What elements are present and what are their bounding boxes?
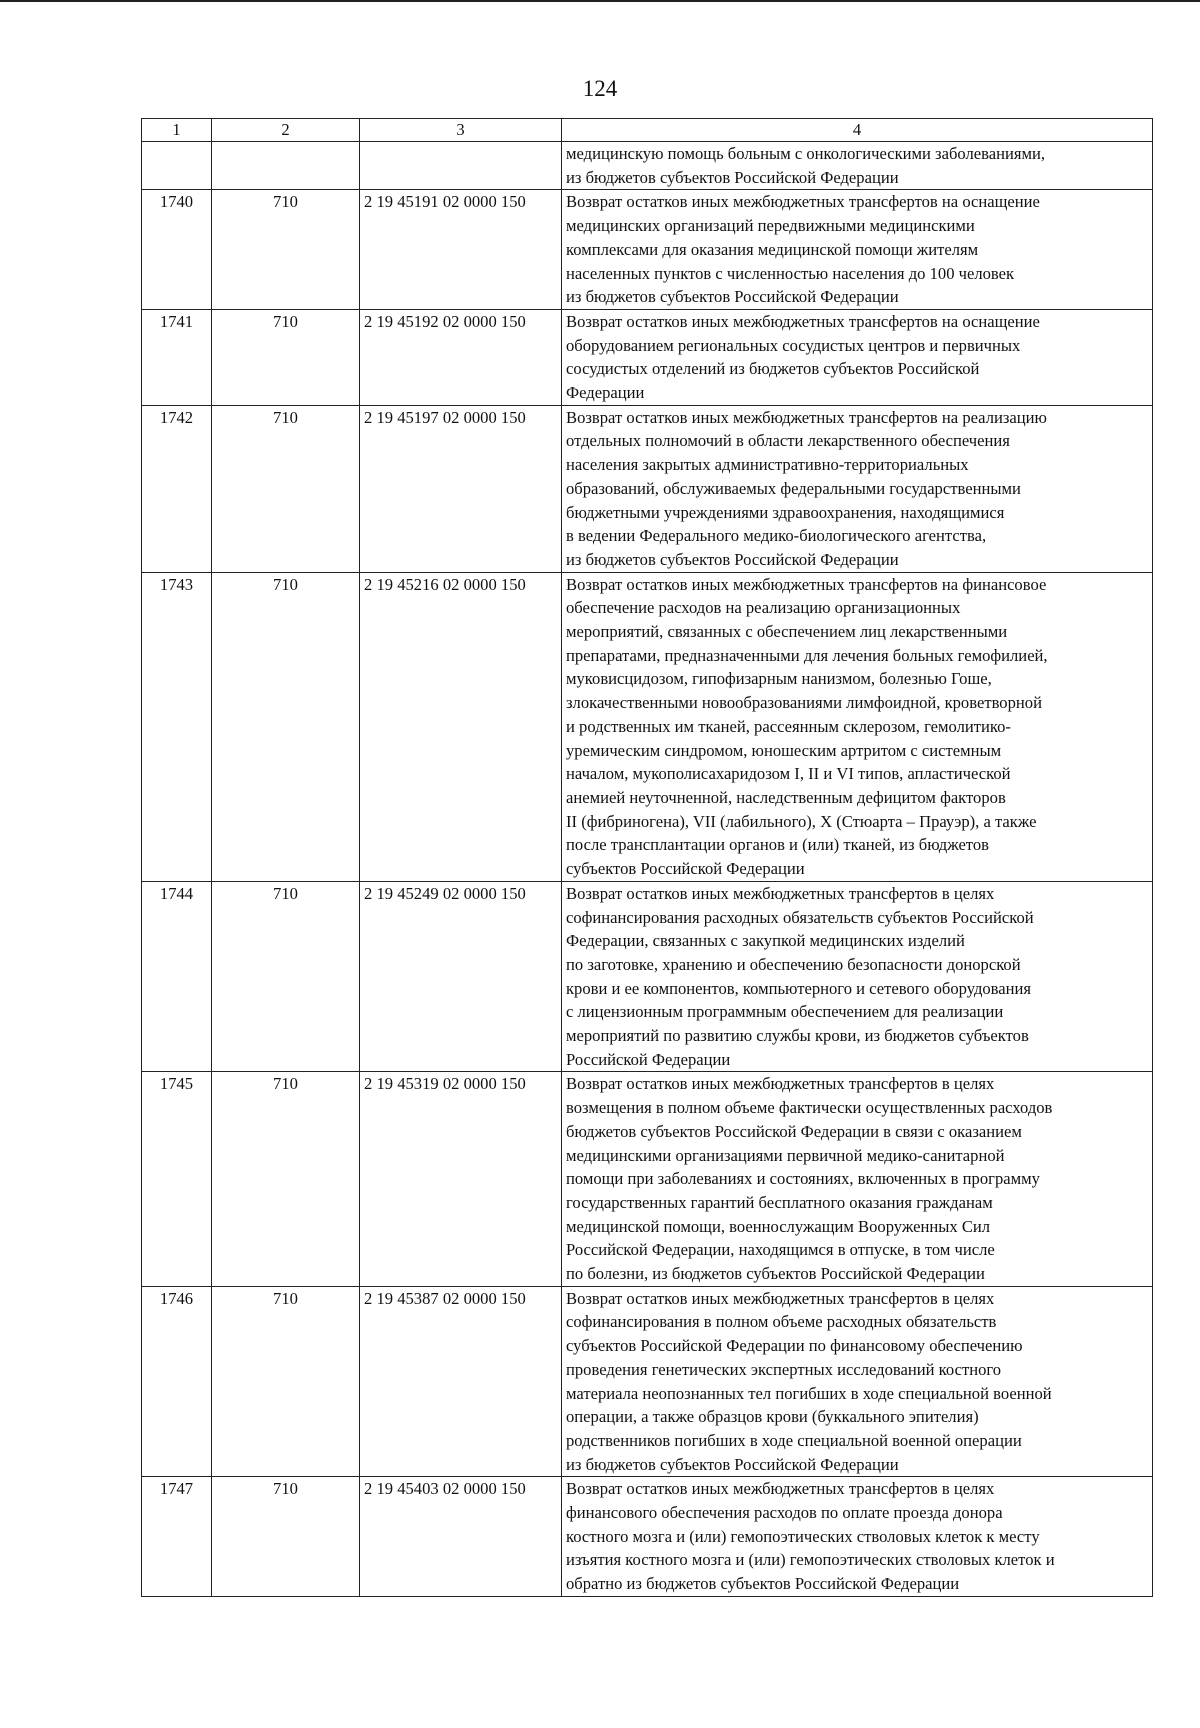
description-cell [562,1286,1153,1477]
table-row [142,405,1153,572]
description-line: материала неопознанных тел погибших в ходе специальной военной [566,1383,1052,1403]
description-line: с лицензионным программным обеспечением для реализации [566,1002,1004,1022]
description-line: обеспечение расходов на реализацию организационных [566,598,961,618]
description-line: комплексами для оказания медицинской помощи жителям [566,239,979,259]
description-line: по болезни, из бюджетов субъектов Российской Федерации [566,1264,985,1284]
ministry-code-cell [212,142,360,190]
description-line: обратно из бюджетов субъектов Российской Федерации [566,1574,960,1594]
table-row [142,1286,1153,1477]
description-line: Возврат остатков иных межбюджетных трансфертов на финансовое [566,574,1047,594]
table-row [142,309,1153,405]
ministry-code-cell: 710 [212,1286,360,1477]
description-line: государственных гарантий бесплатного оказания гражданам [566,1192,993,1212]
table-row [142,142,1153,190]
description-line: костного мозга и (или) гемопоэтических стволовых клеток к месту [566,1526,1040,1546]
column-header-1: 1 [142,119,212,142]
description-line: Возврат остатков иных межбюджетных трансфертов на оснащение [566,192,1040,212]
description-line: проведения генетических экспертных исследований костного [566,1359,1002,1379]
budget-code-cell [360,142,562,190]
ministry-code-cell: 710 [212,190,360,310]
ministry-code-cell: 710 [212,881,360,1072]
description-line: оборудованием региональных сосудистых центров и первичных [566,335,1021,355]
table-row [142,1072,1153,1286]
budget-code-cell: 2 19 45319 02 0000 150 [360,1072,562,1286]
description-line: препаратами, предназначенными для лечения больных гемофилией, [566,645,1048,665]
table-body [142,142,1153,1597]
column-header-2: 2 [212,119,360,142]
description-line: Возврат остатков иных межбюджетных трансфертов в целях [566,1074,995,1094]
budget-code-cell: 2 19 45191 02 0000 150 [360,190,562,310]
column-header-4: 4 [562,119,1153,142]
page-number: 124 [582,76,618,101]
table-row [142,190,1153,310]
row-number-cell: 1742 [142,405,212,572]
description-line: Федерации [566,383,645,403]
description-cell [562,309,1153,405]
description-line: Возврат остатков иных межбюджетных трансфертов на реализацию [566,407,1047,427]
description-line: медицинскими организациями первичной медико-санитарной [566,1145,1005,1165]
budget-codes-table [141,118,1153,1597]
row-number-cell [142,142,212,190]
ministry-code-cell: 710 [212,1072,360,1286]
description-cell [562,142,1153,190]
row-number-cell: 1741 [142,309,212,405]
description-cell [562,1072,1153,1286]
description-line: по заготовке, хранению и обеспечению безопасности донорской [566,954,1021,974]
description-line: медицинских организаций передвижными медицинскими [566,216,975,236]
description-line: началом, мукополисахаридозом I, II и VI типов, апластической [566,764,1011,784]
description-line: населения закрытых административно-территориальных [566,455,969,475]
row-number-cell: 1747 [142,1477,212,1597]
description-line: мероприятий по развитию службы крови, из бюджетов субъектов [566,1026,1029,1046]
ministry-code-cell: 710 [212,309,360,405]
description-line: субъектов Российской Федерации [566,859,805,879]
description-line: населенных пунктов с численностью населения до 100 человек [566,263,1015,283]
table-row [142,572,1153,881]
row-number-cell: 1745 [142,1072,212,1286]
description-line: субъектов Российской Федерации по финансовому обеспечению [566,1336,1023,1356]
row-number-cell: 1743 [142,572,212,881]
description-line: из бюджетов субъектов Российской Федерации [566,167,899,187]
row-number-cell: 1740 [142,190,212,310]
description-line: родственников погибших в ходе специальной военной операции [566,1430,1022,1450]
budget-code-cell: 2 19 45249 02 0000 150 [360,881,562,1072]
description-line: софинансирования расходных обязательств субъектов Российской [566,907,1034,927]
ministry-code-cell: 710 [212,572,360,881]
budget-code-cell: 2 19 45192 02 0000 150 [360,309,562,405]
description-line: Федерации, связанных с закупкой медицинских изделий [566,931,965,951]
description-line: бюджетов субъектов Российской Федерации в связи с оказанием [566,1121,1022,1141]
description-cell [562,1477,1153,1597]
description-line: операции, а также образцов крови (буккального эпителия) [566,1407,979,1427]
description-line: из бюджетов субъектов Российской Федерации [566,1454,899,1474]
description-line: образований, обслуживаемых федеральными государственными [566,478,1021,498]
description-line: в ведении Федерального медико-биологического агентства, [566,526,987,546]
description-line: и родственных им тканей, рассеянным склерозом, гемолитико- [566,716,1011,736]
description-line: из бюджетов субъектов Российской Федерации [566,287,899,307]
description-cell [562,881,1153,1072]
description-line: мероприятий, связанных с обеспечением лиц лекарственными [566,622,1008,642]
budget-code-cell: 2 19 45216 02 0000 150 [360,572,562,881]
table-row [142,1477,1153,1597]
budget-code-cell: 2 19 45387 02 0000 150 [360,1286,562,1477]
description-line: Возврат остатков иных межбюджетных трансфертов в целях [566,883,995,903]
description-line: медицинской помощи, военнослужащим Вооруженных Сил [566,1216,991,1236]
description-line: Возврат остатков иных межбюджетных трансфертов в целях [566,1288,995,1308]
description-line: крови и ее компонентов, компьютерного и сетевого оборудования [566,978,1032,998]
description-line: анемией неуточненной, наследственным дефицитом факторов [566,787,1006,807]
description-line: помощи при заболеваниях и состояниях, включенных в программу [566,1169,1040,1189]
description-line: финансового обеспечения расходов по оплате проезда донора [566,1503,1003,1523]
description-cell [562,405,1153,572]
description-line: муковисцидозом, гипофизарным нанизмом, болезнью Гоше, [566,669,992,689]
page-top-border [0,0,1200,2]
ministry-code-cell: 710 [212,1477,360,1597]
description-line: Российской Федерации, находящимся в отпуске, в том числе [566,1240,995,1260]
description-cell [562,572,1153,881]
description-line: бюджетными учреждениями здравоохранения, находящимися [566,502,1005,522]
table-row [142,881,1153,1072]
row-number-cell: 1746 [142,1286,212,1477]
description-line: злокачественными новообразованиями лимфоидной, кроветворной [566,693,1042,713]
budget-code-cell: 2 19 45197 02 0000 150 [360,405,562,572]
description-line: Возврат остатков иных межбюджетных трансфертов в целях [566,1479,995,1499]
ministry-code-cell: 710 [212,405,360,572]
description-line: медицинскую помощь больным с онкологическими заболеваниями, [566,144,1046,163]
description-line: сосудистых отделений из бюджетов субъектов Российской [566,359,980,379]
description-cell [562,190,1153,310]
table-header-row [142,119,1153,142]
description-line: после трансплантации органов и (или) тканей, из бюджетов [566,835,989,855]
description-line: уремическим синдромом, юношеским артритом с системным [566,740,1002,760]
description-line: Возврат остатков иных межбюджетных трансфертов на оснащение [566,311,1040,331]
description-line: возмещения в полном объеме фактически осуществленных расходов [566,1098,1053,1118]
description-line: изъятия костного мозга и (или) гемопоэтических стволовых клеток и [566,1550,1055,1570]
description-line: Российской Федерации [566,1049,731,1069]
description-line: отдельных полномочий в области лекарственного обеспечения [566,431,1010,451]
column-header-3: 3 [360,119,562,142]
description-line: из бюджетов субъектов Российской Федерации [566,549,899,569]
description-line: II (фибриногена), VII (лабильного), X (Стюарта – Прауэр), а также [566,811,1037,831]
description-line: софинансирования в полном объеме расходных обязательств [566,1312,997,1332]
row-number-cell: 1744 [142,881,212,1072]
budget-code-cell: 2 19 45403 02 0000 150 [360,1477,562,1597]
